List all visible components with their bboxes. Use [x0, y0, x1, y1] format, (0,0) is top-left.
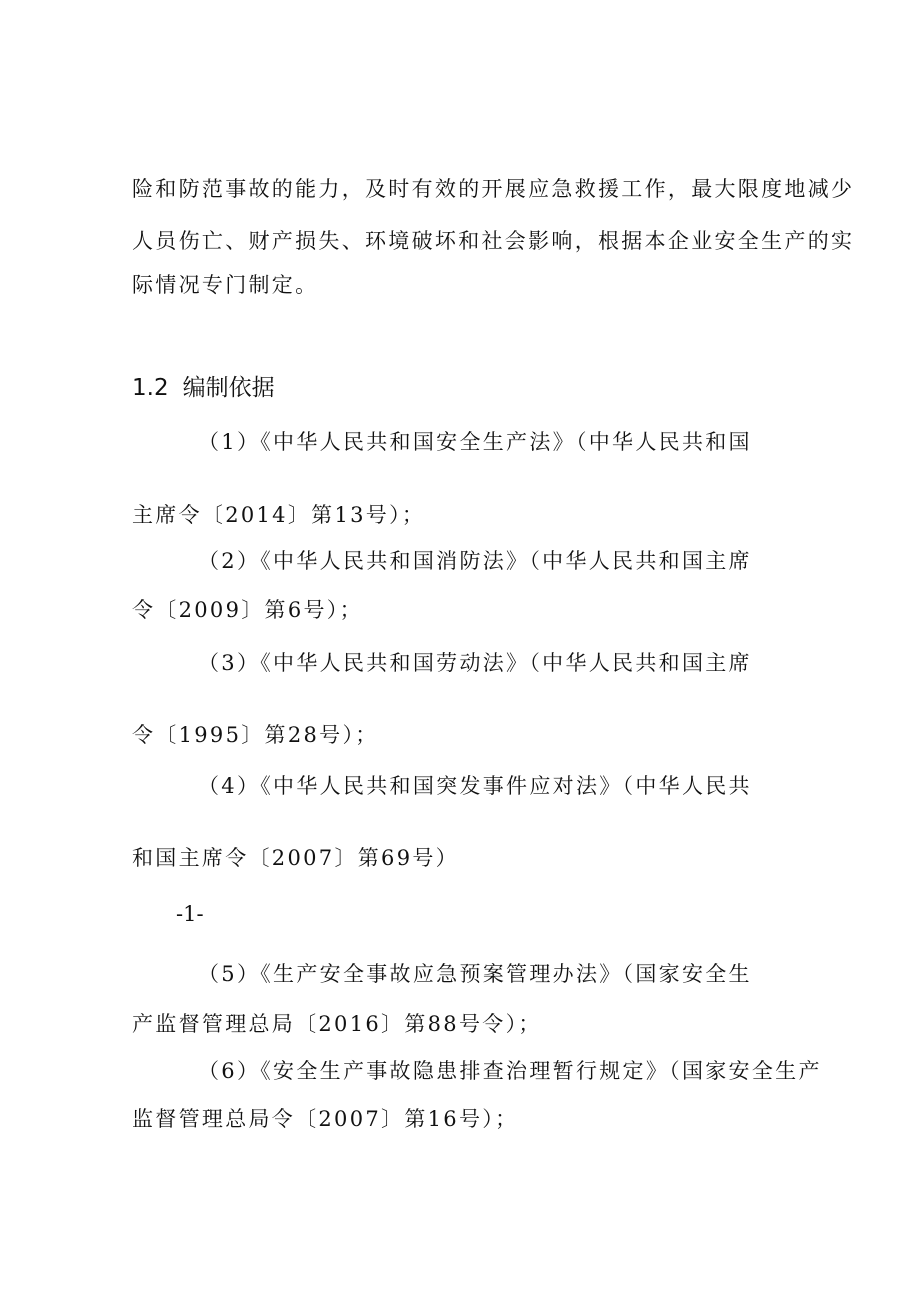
section-number: 1.2 [132, 375, 169, 401]
reference-item-line1: （2）《中华人民共和国消防法》（中华人民共和国主席 [198, 549, 752, 573]
reference-item-line2: 主席令〔2014〕第13号）； [132, 503, 426, 527]
reference-item-line2: 和国主席令〔2007〕第69号） [132, 846, 459, 870]
reference-item-line2: 令〔2009〕第6号）； [132, 598, 363, 622]
reference-item-line1: （3）《中华人民共和国劳动法》（中华人民共和国主席 [198, 651, 752, 675]
section-heading [132, 374, 275, 402]
reference-item-line1: （5）《生产安全事故应急预案管理办法》（国家安全生 [198, 962, 752, 986]
page-number: -1- [176, 902, 204, 926]
reference-item-line2: 监督管理总局令〔2007〕第16号）； [132, 1107, 519, 1131]
section-title: 编制依据 [182, 375, 275, 401]
intro-line: 人员伤亡、财产损失、环境破坏和社会影响，根据本企业安全生产的实 [132, 229, 855, 253]
reference-item-line2: 产监督管理总局〔2016〕第88号令）； [132, 1012, 542, 1036]
reference-item-line1: （6）《安全生产事故隐患排查治理暂行规定》（国家安全生产 [198, 1059, 822, 1083]
intro-line: 险和防范事故的能力，及时有效的开展应急救援工作，最大限度地减少 [132, 177, 855, 201]
reference-item-line1: （1）《中华人民共和国安全生产法》（中华人民共和国 [198, 430, 752, 454]
reference-item-line2: 令〔1995〕第28号）； [132, 723, 379, 747]
reference-item-line1: （4）《中华人民共和国突发事件应对法》（中华人民共 [198, 774, 752, 798]
intro-line: 际情况专门制定。 [132, 273, 319, 297]
